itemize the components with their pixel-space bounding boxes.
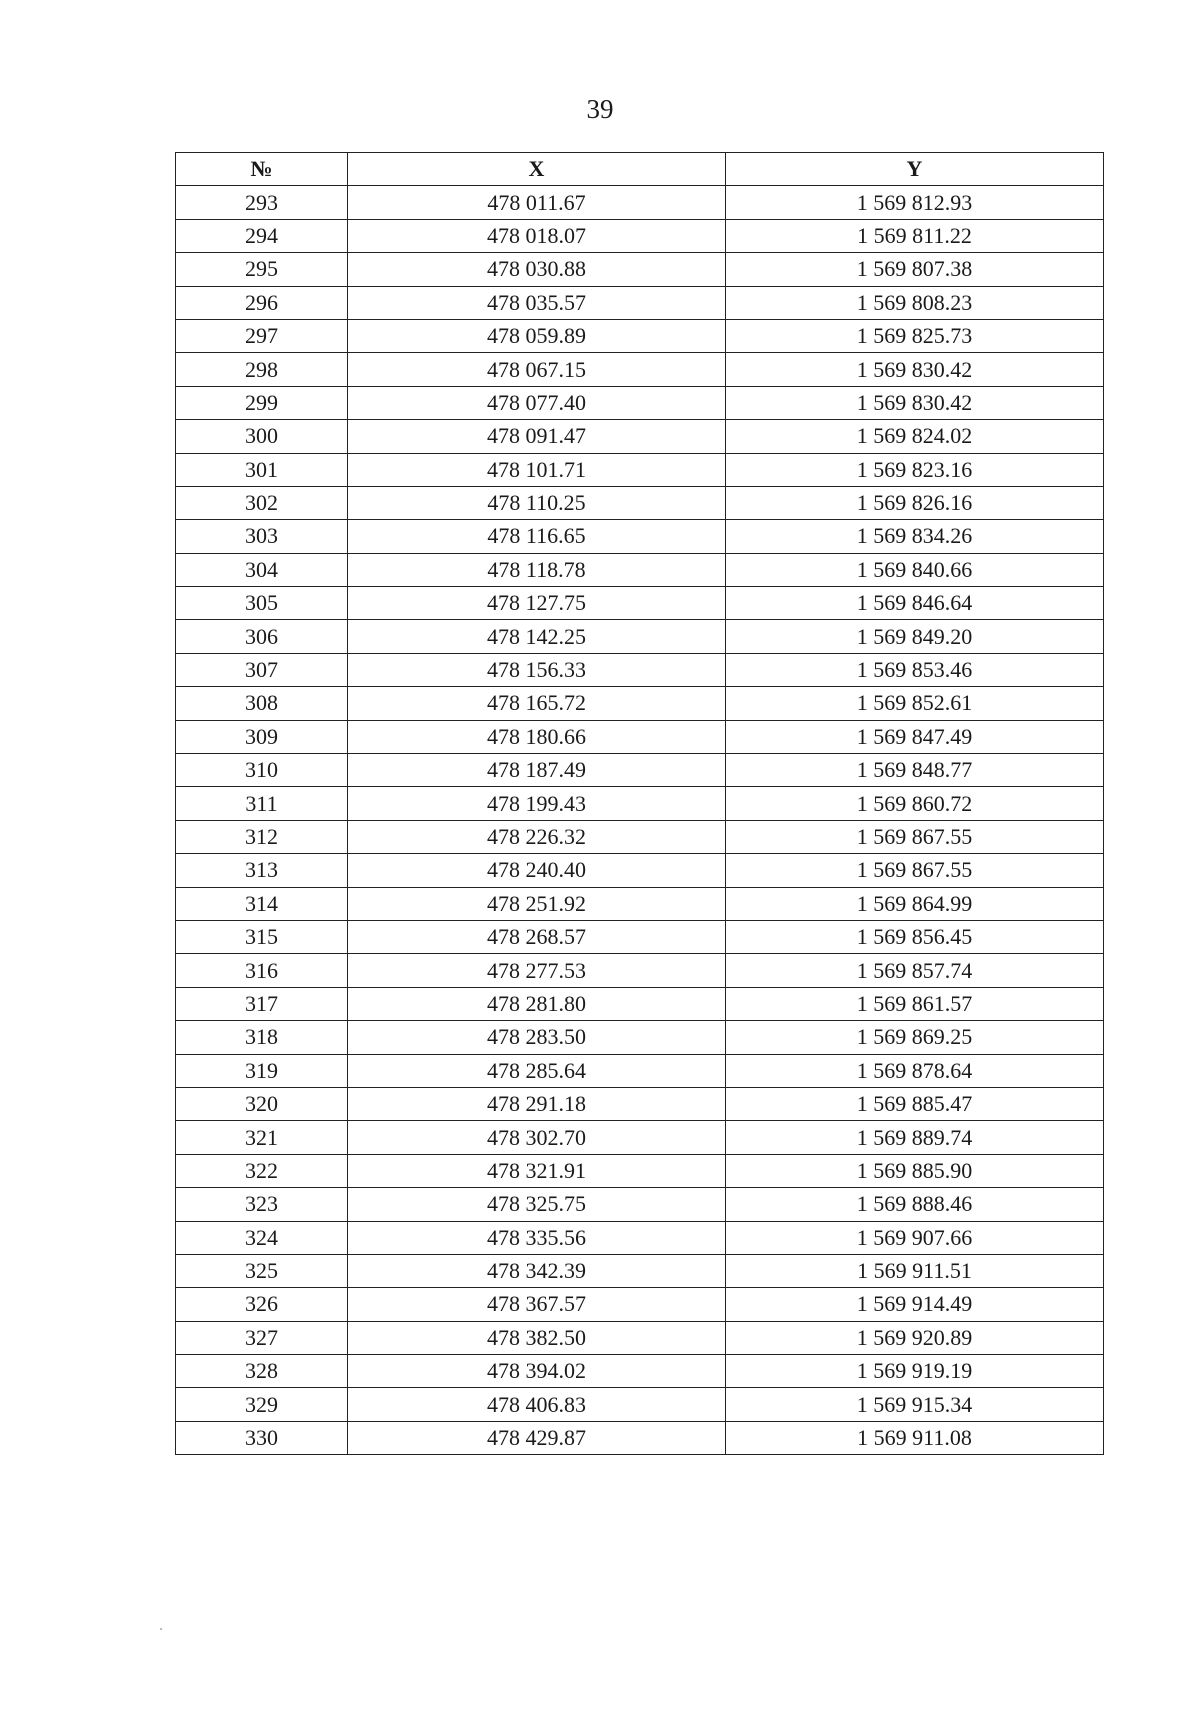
x-coordinate-cell: 478 187.49 [348,754,726,787]
point-number-cell: 301 [176,453,348,486]
x-coordinate-cell: 478 226.32 [348,820,726,853]
x-coordinate-cell: 478 011.67 [348,186,726,219]
y-coordinate-cell: 1 569 915.34 [726,1388,1104,1421]
x-coordinate-cell: 478 199.43 [348,787,726,820]
y-coordinate-cell: 1 569 878.64 [726,1054,1104,1087]
y-coordinate-cell: 1 569 823.16 [726,453,1104,486]
point-number-cell: 325 [176,1254,348,1287]
column-header-x: X [348,153,726,186]
table-row [176,520,1104,553]
y-coordinate-cell: 1 569 885.47 [726,1087,1104,1120]
table-row [176,653,1104,686]
y-coordinate-cell: 1 569 825.73 [726,319,1104,352]
y-coordinate-cell: 1 569 847.49 [726,720,1104,753]
x-coordinate-cell: 478 110.25 [348,486,726,519]
point-number-cell: 305 [176,587,348,620]
point-number-cell: 315 [176,920,348,953]
table-row [176,420,1104,453]
table-row [176,486,1104,519]
point-number-cell: 327 [176,1321,348,1354]
point-number-cell: 296 [176,286,348,319]
point-number-cell: 320 [176,1087,348,1120]
point-number-cell: 307 [176,653,348,686]
table-row [176,687,1104,720]
y-coordinate-cell: 1 569 840.66 [726,553,1104,586]
x-coordinate-cell: 478 118.78 [348,553,726,586]
point-number-cell: 304 [176,553,348,586]
y-coordinate-cell: 1 569 920.89 [726,1321,1104,1354]
y-coordinate-cell: 1 569 812.93 [726,186,1104,219]
point-number-cell: 322 [176,1154,348,1187]
x-coordinate-cell: 478 180.66 [348,720,726,753]
point-number-cell: 308 [176,687,348,720]
point-number-cell: 319 [176,1054,348,1087]
y-coordinate-cell: 1 569 853.46 [726,653,1104,686]
page-number: 39 [586,94,614,124]
y-coordinate-cell: 1 569 860.72 [726,787,1104,820]
table-row [176,1021,1104,1054]
table-row [176,587,1104,620]
x-coordinate-cell: 478 067.15 [348,353,726,386]
point-number-cell: 318 [176,1021,348,1054]
y-coordinate-cell: 1 569 830.42 [726,386,1104,419]
x-coordinate-cell: 478 035.57 [348,286,726,319]
point-number-cell: 294 [176,219,348,252]
point-number-cell: 299 [176,386,348,419]
y-coordinate-cell: 1 569 846.64 [726,587,1104,620]
table-row [176,1254,1104,1287]
point-number-cell: 311 [176,787,348,820]
x-coordinate-cell: 478 268.57 [348,920,726,953]
table-row [176,1321,1104,1354]
x-coordinate-cell: 478 283.50 [348,1021,726,1054]
table-row [176,1221,1104,1254]
point-number-cell: 293 [176,186,348,219]
x-coordinate-cell: 478 165.72 [348,687,726,720]
point-number-cell: 321 [176,1121,348,1154]
table-row [176,787,1104,820]
table-row [176,920,1104,953]
point-number-cell: 310 [176,754,348,787]
point-number-cell: 316 [176,954,348,987]
x-coordinate-cell: 478 018.07 [348,219,726,252]
x-coordinate-cell: 478 116.65 [348,520,726,553]
table-row [176,253,1104,286]
y-coordinate-cell: 1 569 867.55 [726,820,1104,853]
x-coordinate-cell: 478 059.89 [348,319,726,352]
table-row [176,219,1104,252]
point-number-cell: 303 [176,520,348,553]
table-row [176,720,1104,753]
x-coordinate-cell: 478 251.92 [348,887,726,920]
y-coordinate-cell: 1 569 867.55 [726,854,1104,887]
y-coordinate-cell: 1 569 919.19 [726,1355,1104,1388]
y-coordinate-cell: 1 569 830.42 [726,353,1104,386]
point-number-cell: 300 [176,420,348,453]
table-row [176,1421,1104,1454]
column-header-y: Y [726,153,1104,186]
x-coordinate-cell: 478 285.64 [348,1054,726,1087]
table-row [176,887,1104,920]
y-coordinate-cell: 1 569 907.66 [726,1221,1104,1254]
coordinates-table [175,152,1104,1455]
x-coordinate-cell: 478 394.02 [348,1355,726,1388]
x-coordinate-cell: 478 291.18 [348,1087,726,1120]
point-number-cell: 313 [176,854,348,887]
point-number-cell: 328 [176,1355,348,1388]
table-row [176,286,1104,319]
table-body [176,186,1104,1455]
table-row [176,1054,1104,1087]
table-row [176,820,1104,853]
x-coordinate-cell: 478 101.71 [348,453,726,486]
y-coordinate-cell: 1 569 911.08 [726,1421,1104,1454]
table-row [176,1154,1104,1187]
table-row [176,319,1104,352]
x-coordinate-cell: 478 030.88 [348,253,726,286]
table-row [176,1288,1104,1321]
x-coordinate-cell: 478 335.56 [348,1221,726,1254]
point-number-cell: 306 [176,620,348,653]
point-number-cell: 314 [176,887,348,920]
y-coordinate-cell: 1 569 861.57 [726,987,1104,1020]
table-row [176,1087,1104,1120]
y-coordinate-cell: 1 569 888.46 [726,1188,1104,1221]
y-coordinate-cell: 1 569 857.74 [726,954,1104,987]
point-number-cell: 302 [176,486,348,519]
x-coordinate-cell: 478 127.75 [348,587,726,620]
y-coordinate-cell: 1 569 811.22 [726,219,1104,252]
table-row [176,987,1104,1020]
x-coordinate-cell: 478 142.25 [348,620,726,653]
table-row [176,854,1104,887]
y-coordinate-cell: 1 569 869.25 [726,1021,1104,1054]
point-number-cell: 330 [176,1421,348,1454]
y-coordinate-cell: 1 569 824.02 [726,420,1104,453]
x-coordinate-cell: 478 302.70 [348,1121,726,1154]
x-coordinate-cell: 478 321.91 [348,1154,726,1187]
point-number-cell: 324 [176,1221,348,1254]
table-header-row [176,153,1104,186]
table-row [176,1121,1104,1154]
x-coordinate-cell: 478 240.40 [348,854,726,887]
point-number-cell: 323 [176,1188,348,1221]
y-coordinate-cell: 1 569 889.74 [726,1121,1104,1154]
point-number-cell: 295 [176,253,348,286]
x-coordinate-cell: 478 406.83 [348,1388,726,1421]
point-number-cell: 329 [176,1388,348,1421]
y-coordinate-cell: 1 569 834.26 [726,520,1104,553]
x-coordinate-cell: 478 325.75 [348,1188,726,1221]
table-row [176,453,1104,486]
x-coordinate-cell: 478 429.87 [348,1421,726,1454]
table-row [176,620,1104,653]
y-coordinate-cell: 1 569 852.61 [726,687,1104,720]
table-row [176,186,1104,219]
y-coordinate-cell: 1 569 856.45 [726,920,1104,953]
table-row [176,1188,1104,1221]
table-row [176,754,1104,787]
column-header-number: № [176,153,348,186]
x-coordinate-cell: 478 281.80 [348,987,726,1020]
y-coordinate-cell: 1 569 849.20 [726,620,1104,653]
table-row [176,353,1104,386]
y-coordinate-cell: 1 569 885.90 [726,1154,1104,1187]
y-coordinate-cell: 1 569 914.49 [726,1288,1104,1321]
x-coordinate-cell: 478 156.33 [348,653,726,686]
x-coordinate-cell: 478 367.57 [348,1288,726,1321]
point-number-cell: 326 [176,1288,348,1321]
x-coordinate-cell: 478 091.47 [348,420,726,453]
scan-artifact [160,1628,162,1630]
table-row [176,553,1104,586]
point-number-cell: 297 [176,319,348,352]
y-coordinate-cell: 1 569 826.16 [726,486,1104,519]
point-number-cell: 312 [176,820,348,853]
y-coordinate-cell: 1 569 808.23 [726,286,1104,319]
table-row [176,1388,1104,1421]
y-coordinate-cell: 1 569 864.99 [726,887,1104,920]
y-coordinate-cell: 1 569 807.38 [726,253,1104,286]
point-number-cell: 317 [176,987,348,1020]
table-row [176,954,1104,987]
y-coordinate-cell: 1 569 911.51 [726,1254,1104,1287]
point-number-cell: 298 [176,353,348,386]
x-coordinate-cell: 478 342.39 [348,1254,726,1287]
x-coordinate-cell: 478 277.53 [348,954,726,987]
table-row [176,386,1104,419]
x-coordinate-cell: 478 077.40 [348,386,726,419]
point-number-cell: 309 [176,720,348,753]
table-row [176,1355,1104,1388]
x-coordinate-cell: 478 382.50 [348,1321,726,1354]
y-coordinate-cell: 1 569 848.77 [726,754,1104,787]
